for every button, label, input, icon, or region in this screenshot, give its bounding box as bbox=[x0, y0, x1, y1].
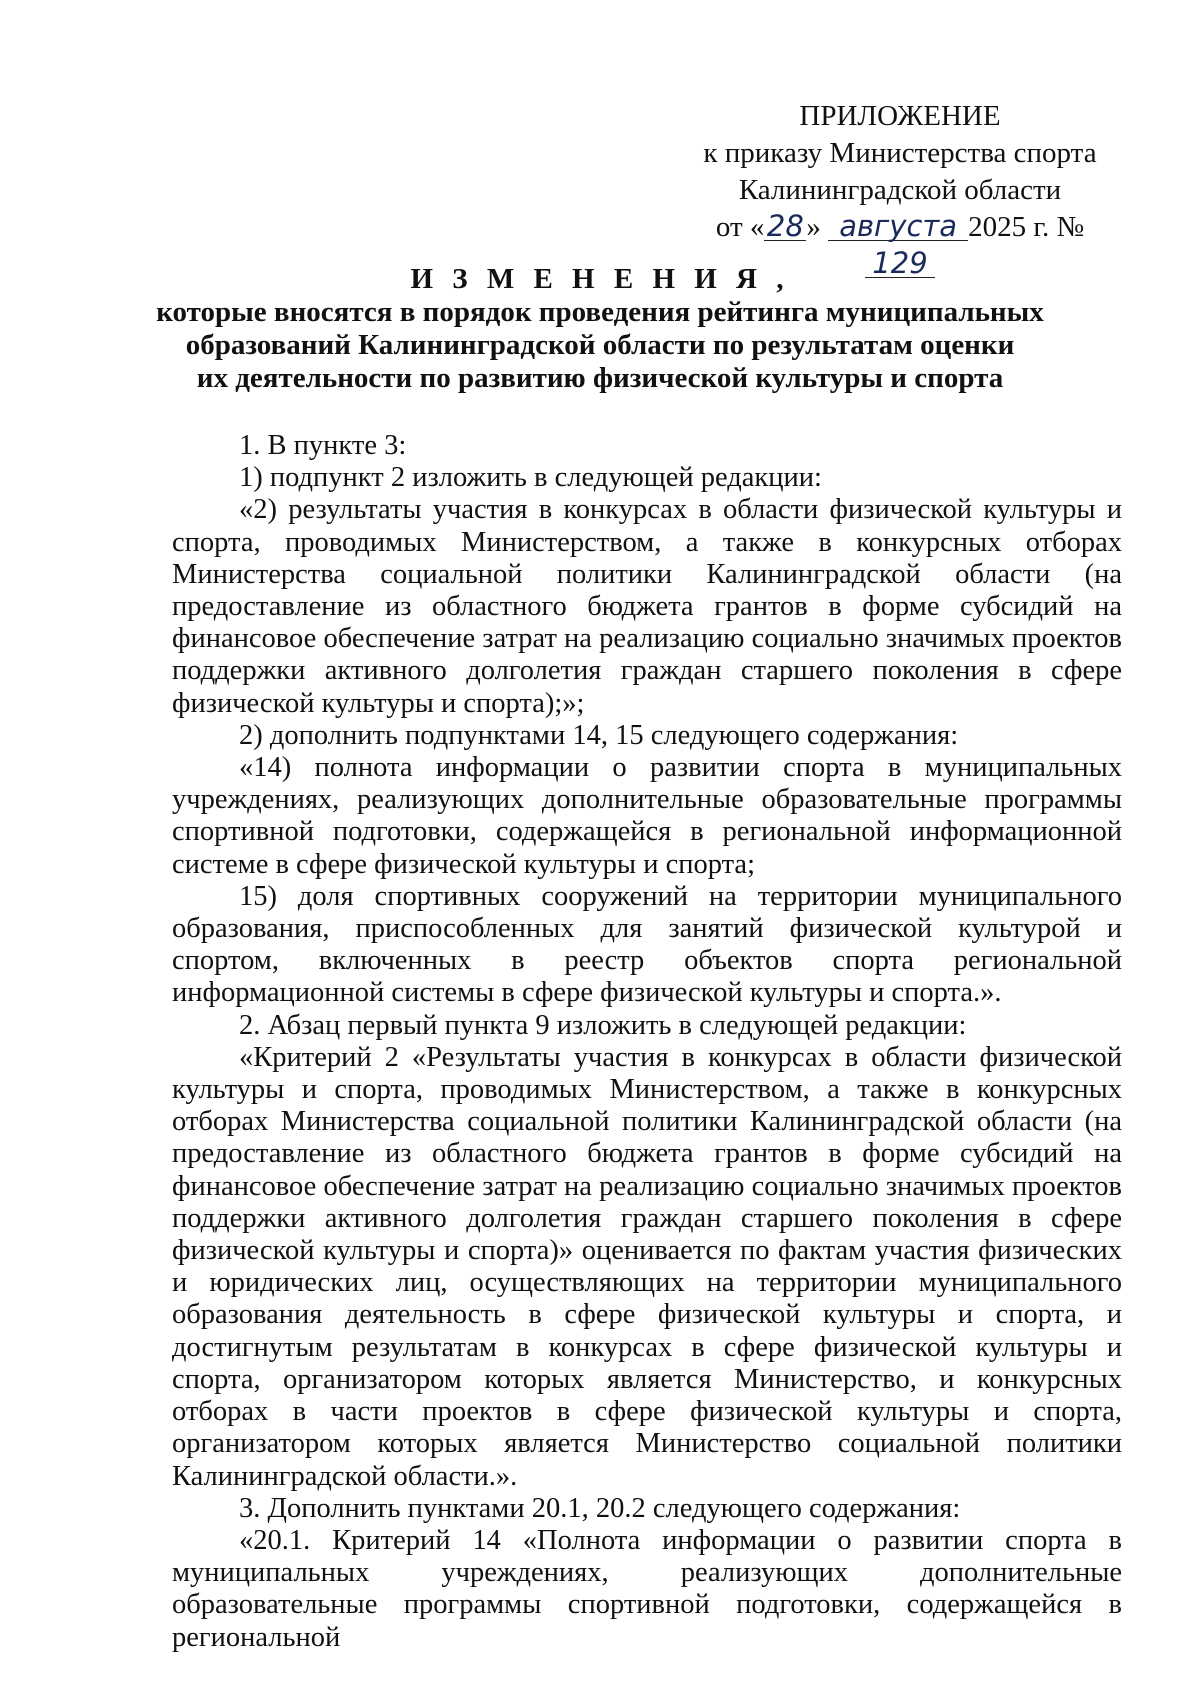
handwritten-month: августа bbox=[828, 212, 968, 241]
handwritten-day: 28 bbox=[764, 212, 806, 241]
appendix-header bbox=[690, 98, 1110, 283]
date-prefix: от « bbox=[715, 211, 765, 243]
title-line-2: образований Калининградской области по результатам оценки bbox=[185, 329, 1015, 361]
appendix-line-1: к приказу Министерства спорта bbox=[703, 137, 1097, 169]
paragraph: «20.1. Критерий 14 «Полнота информации о развитии спорта в муниципальных учреждениях, реализующих дополнительные образовательные программы спортивной подготовки, содержащейся в региональной bbox=[172, 1524, 1122, 1653]
appendix-line-2: Калининградской области bbox=[738, 174, 1062, 206]
paragraph: 2) дополнить подпунктами 14, 15 следующего содержания: bbox=[239, 719, 959, 751]
title-heading: И З М Е Н Е Н И Я , bbox=[410, 263, 790, 295]
document-title bbox=[150, 263, 1050, 395]
title-line-3: их деятельности по развитию физической культуры и спорта bbox=[196, 362, 1004, 394]
paragraph: «2) результаты участия в конкурсах в области физической культуры и спорта, проводимых Министерством, а также в конкурсных отборах Министерства социальной политики Калининградской области (на предоставление из областного бюджета грантов в форме субсидий на финансовое обеспечение затрат на реализацию социально значимых проектов поддержки активного долголетия граждан старшего поколения в сфере физической культуры и спорта);»; bbox=[172, 494, 1122, 719]
document-body bbox=[172, 430, 1122, 1654]
date-year: 2025 г. № bbox=[968, 211, 1085, 243]
paragraph: «Критерий 2 «Результаты участия в конкурсах в области физической культуры и спорта, проводимых Министерством, а также в конкурсных отборах Министерства социальной политики Калининградской области (на предоставление из областного бюджета грантов в форме субсидий на финансовое обеспечение затрат на реализацию социально значимых проектов поддержки активного долголетия граждан старшего поколения в сфере физической культуры и спорта)» оценивается по фактам участия физических и юридических лиц, осуществляющих на территории муниципального образования деятельность в сфере физической культуры и спорта, и достигнутым результатам в конкурсах в сфере физической культуры и спорта, организатором которых является Министерство, и конкурсных отборах в части проектов в сфере физической культуры и спорта, организатором которых является Министерство социальной политики Калининградской области.». bbox=[172, 1041, 1122, 1492]
paragraph: 15) доля спортивных сооружений на территории муниципального образования, приспособленных для занятий физической культурой и спортом, включенных в реестр объектов спорта региональной информационной системы в сфере физической культуры и спорта.». bbox=[172, 880, 1122, 1009]
date-mid: » bbox=[806, 211, 821, 243]
paragraph: 1. В пункте 3: bbox=[239, 430, 407, 461]
appendix-title: ПРИЛОЖЕНИЕ bbox=[799, 100, 1001, 132]
paragraph: 1) подпункт 2 изложить в следующей редакции: bbox=[239, 462, 822, 494]
paragraph: «14) полнота информации о развитии спорта в муниципальных учреждениях, реализующих дополнительные образовательные программы спортивной подготовки, содержащейся в региональной информационной системе в сфере физической культуры и спорта; bbox=[172, 752, 1122, 880]
title-line-1: которые вносятся в порядок проведения рейтинга муниципальных bbox=[156, 296, 1044, 328]
paragraph: 2. Абзац первый пункта 9 изложить в следующей редакции: bbox=[239, 1009, 967, 1041]
handwritten-order-number: 129 bbox=[865, 249, 935, 278]
paragraph: 3. Дополнить пунктами 20.1, 20.2 следующего содержания: bbox=[239, 1492, 961, 1524]
